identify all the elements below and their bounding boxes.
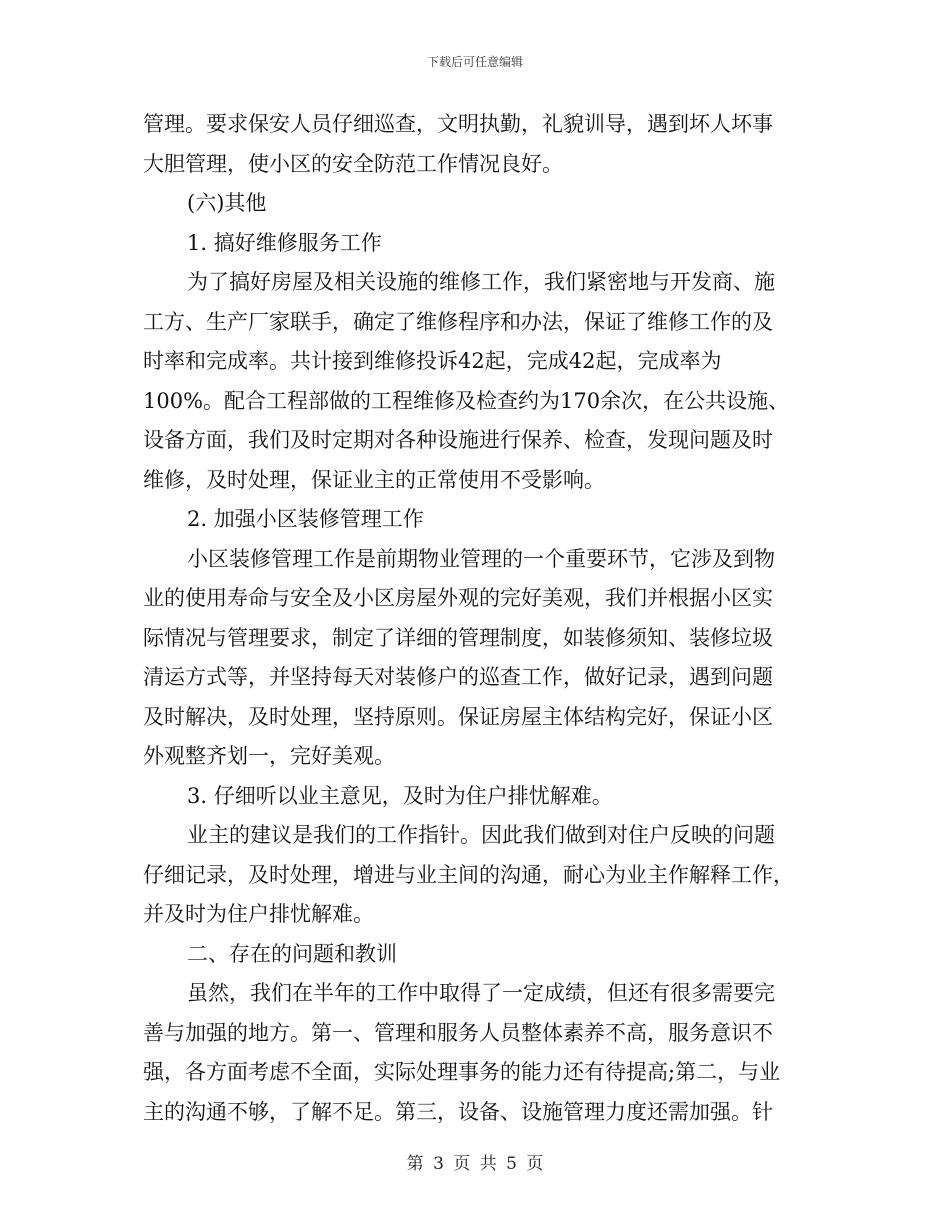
text-line: 业的使用寿命与安全及小区房屋外观的完好美观，我们并根据小区实: [143, 586, 773, 610]
text-line: 3. 仔细听以业主意见，及时为住户排忧解难。: [187, 783, 613, 808]
text-line: 虽然，我们在半年的工作中取得了一定成绩，但还有很多需要完: [187, 981, 775, 1005]
text-line: 小区装修管理工作是前期物业管理的一个重要环节，它涉及到物: [187, 546, 775, 571]
text-line: 并及时为住户排忧解难。: [143, 902, 374, 926]
text-line: 为了搞好房屋及相关设施的维修工作，我们紧密地与开发商、施: [187, 270, 775, 294]
page-header: 下载后可任意编辑: [426, 55, 523, 69]
document-body: [143, 105, 808, 1132]
text-line: 仔细记录，及时处理，增进与业主间的沟通，耐心为业主作解释工作，: [143, 862, 794, 887]
text-line: 主的沟通不够，了解不足。第三，设备、设施管理力度还需加强。针: [143, 1099, 773, 1124]
text-line: 1. 搞好维修服务工作: [187, 230, 382, 255]
text-line: (六)其他: [187, 191, 267, 215]
text-line: 100%。配合工程部做的工程维修及检查约为170余次，在公共设施、: [143, 388, 790, 413]
text-line: 2. 加强小区装修管理工作: [187, 507, 424, 531]
text-line: 设备方面，我们及时定期对各种设施进行保养、检查，发现问题及时: [143, 428, 773, 452]
text-line: 维修，及时处理，保证业主的正常使用不受影响。: [143, 467, 605, 492]
text-line: 善与加强的地方。第一、管理和服务人员整体素养不高，服务意识不: [143, 1020, 773, 1045]
text-line: 二、存在的问题和教训: [187, 941, 397, 966]
text-line: 际情况与管理要求，制定了详细的管理制度，如装修须知、装修垃圾: [143, 625, 773, 650]
text-line: 业主的建议是我们的工作指针。因此我们做到对住户反映的问题: [187, 823, 775, 847]
text-line: 大胆管理，使小区的安全防范工作情况良好。: [143, 151, 563, 176]
text-line: 及时解决，及时处理，坚持原则。保证房屋主体结构完好，保证小区: [143, 704, 773, 729]
page-footer: 第 3 页 共 5 页: [406, 1154, 544, 1174]
text-line: 管理。要求保安人员仔细巡查，文明执勤，礼貌训导，遇到坏人坏事: [143, 112, 773, 136]
text-line: 清运方式等，并坚持每天对装修户的巡查工作，做好记录，遇到问题: [143, 665, 773, 689]
text-line: 时率和完成率。共计接到维修投诉42起，完成42起，完成率为: [143, 349, 722, 373]
text-line: 外观整齐划一，完好美观。: [143, 744, 395, 768]
text-line: 工方、生产厂家联手，确定了维修程序和办法，保证了维修工作的及: [143, 309, 773, 334]
text-line: 强，各方面考虑不全面，实际处理事务的能力还有待提高;第二，与业: [143, 1060, 781, 1084]
